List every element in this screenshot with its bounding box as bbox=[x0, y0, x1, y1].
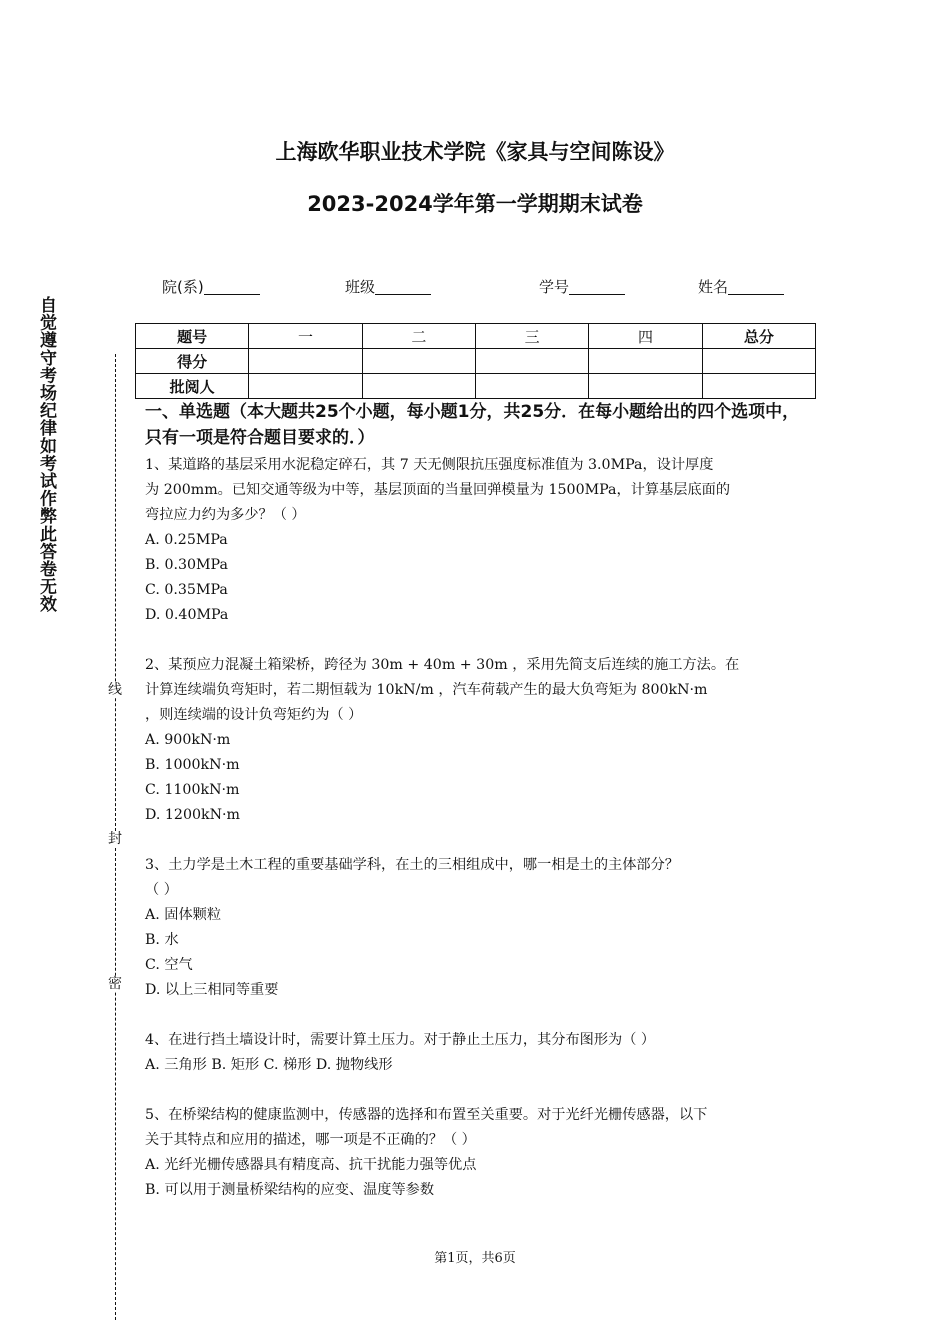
option-a: A. 0.25MPa bbox=[145, 532, 228, 548]
option-a: A. 900kN·m bbox=[145, 732, 231, 748]
department-label: 院(系) bbox=[162, 278, 204, 296]
grader-cell[interactable] bbox=[362, 374, 475, 399]
score-cell[interactable] bbox=[249, 349, 362, 374]
table-header-cell: 题号 bbox=[136, 324, 249, 349]
name-label: 姓名 bbox=[698, 278, 729, 296]
exam-title-line1: 上海欧华职业技术学院《家具与空间陈设》 bbox=[275, 140, 675, 164]
department-blank[interactable] bbox=[204, 278, 260, 295]
grader-row bbox=[136, 374, 816, 399]
name-field bbox=[698, 276, 784, 297]
seal-line-char: 线 bbox=[108, 682, 122, 698]
score-cell[interactable] bbox=[589, 349, 702, 374]
question-4 bbox=[145, 1028, 810, 1078]
question-stem-line: 2、某预应力混凝土箱梁桥，跨径为 30m + 40m + 30m ，采用先简支后连续的施工方法。在 bbox=[145, 657, 740, 673]
table-header-cell: 一 bbox=[249, 324, 362, 349]
question-5 bbox=[145, 1103, 810, 1203]
question-stem-line: 3、土力学是土木工程的重要基础学科，在土的三相组成中，哪一相是土的主体部分？ bbox=[145, 857, 679, 873]
grader-row-label: 批阅人 bbox=[136, 374, 249, 399]
question-stem-line: 4、在进行挡土墙设计时，需要计算土压力。对于静止土压力，其分布图形为（ ） bbox=[145, 1032, 656, 1048]
student-id-blank[interactable] bbox=[569, 278, 625, 295]
question-stem-line: 为 200mm。已知交通等级为中等，基层顶面的当量回弹模量为 1500MPa，计算基层底面的 bbox=[145, 482, 731, 498]
grader-cell[interactable] bbox=[702, 374, 815, 399]
option-d: D. 1200kN·m bbox=[145, 807, 240, 823]
class-blank[interactable] bbox=[375, 278, 431, 295]
option-b: B. 1000kN·m bbox=[145, 757, 240, 773]
exam-content bbox=[145, 399, 810, 1203]
table-header-cell: 四 bbox=[589, 324, 702, 349]
question-gap bbox=[145, 628, 810, 653]
score-cell[interactable] bbox=[362, 349, 475, 374]
student-info-row bbox=[0, 276, 950, 300]
question-stem-line: 弯拉应力约为多少？（ ） bbox=[145, 507, 306, 523]
exam-discipline-notice: 自觉遵守考场纪律如考试作弊此答卷无效 bbox=[36, 296, 56, 613]
score-cell[interactable] bbox=[702, 349, 815, 374]
option-b: B. 可以用于测量桥梁结构的应变、温度等参数 bbox=[145, 1182, 435, 1198]
question-gap bbox=[145, 1003, 810, 1028]
option-d: D. 以上三相同等重要 bbox=[145, 982, 279, 998]
grader-cell[interactable] bbox=[249, 374, 362, 399]
grader-cell[interactable] bbox=[589, 374, 702, 399]
question-gap bbox=[145, 828, 810, 853]
grader-cell[interactable] bbox=[475, 374, 588, 399]
exam-title-line2: 2023-2024学年第一学期期末试卷 bbox=[307, 192, 643, 216]
option-c: C. 空气 bbox=[145, 957, 193, 973]
question-stem-line: 1、某道路的基层采用水泥稳定碎石，其 7 天无侧限抗压强度标准值为 3.0MPa，设计厚度 bbox=[145, 457, 714, 473]
question-1 bbox=[145, 453, 810, 628]
question-2 bbox=[145, 653, 810, 828]
page-number: 第1页，共6页 bbox=[434, 1251, 516, 1266]
question-stem-line: 5、在桥梁结构的健康监测中，传感器的选择和布置至关重要。对于光纤光栅传感器，以下 bbox=[145, 1107, 708, 1123]
table-header-cell: 二 bbox=[362, 324, 475, 349]
option-b: B. 0.30MPa bbox=[145, 557, 228, 573]
question-stem-line: ，则连续端的设计负弯矩约为（ ） bbox=[145, 707, 363, 723]
class-field bbox=[345, 276, 431, 297]
question-3 bbox=[145, 853, 810, 1003]
score-row-label: 得分 bbox=[136, 349, 249, 374]
option-c: C. 0.35MPa bbox=[145, 582, 228, 598]
section-heading: 一、单选题（本大题共25个小题，每小题1分，共25分．在每小题给出的四个选项中，只有一项是符合题目要求的．） bbox=[145, 402, 800, 448]
score-table-header-row bbox=[136, 324, 816, 349]
option-c: C. 1100kN·m bbox=[145, 782, 240, 798]
table-header-cell: 总分 bbox=[702, 324, 815, 349]
question-stem-line: 关于其特点和应用的描述，哪一项是不正确的？（ ） bbox=[145, 1132, 476, 1148]
option-a: A. 固体颗粒 bbox=[145, 907, 222, 923]
seal-secret-char: 密 bbox=[108, 976, 122, 992]
score-row bbox=[136, 349, 816, 374]
seal-seal-char: 封 bbox=[108, 831, 122, 847]
score-table bbox=[135, 323, 816, 399]
score-cell[interactable] bbox=[475, 349, 588, 374]
name-blank[interactable] bbox=[728, 278, 784, 295]
department-field bbox=[162, 276, 260, 297]
class-label: 班级 bbox=[345, 278, 376, 296]
option-b: B. 水 bbox=[145, 932, 179, 948]
option-line: A. 三角形 B. 矩形 C. 梯形 D. 抛物线形 bbox=[145, 1057, 393, 1073]
question-gap bbox=[145, 1078, 810, 1103]
table-header-cell: 三 bbox=[475, 324, 588, 349]
student-id-label: 学号 bbox=[539, 278, 570, 296]
option-d: D. 0.40MPa bbox=[145, 607, 229, 623]
option-a: A. 光纤光栅传感器具有精度高、抗干扰能力强等优点 bbox=[145, 1157, 477, 1173]
question-stem-line: 计算连续端负弯矩时，若二期恒载为 10kN/m ，汽车荷载产生的最大负弯矩为 800kN·m bbox=[145, 682, 708, 698]
student-id-field bbox=[539, 276, 625, 297]
question-stem-line: （ ） bbox=[145, 882, 178, 898]
